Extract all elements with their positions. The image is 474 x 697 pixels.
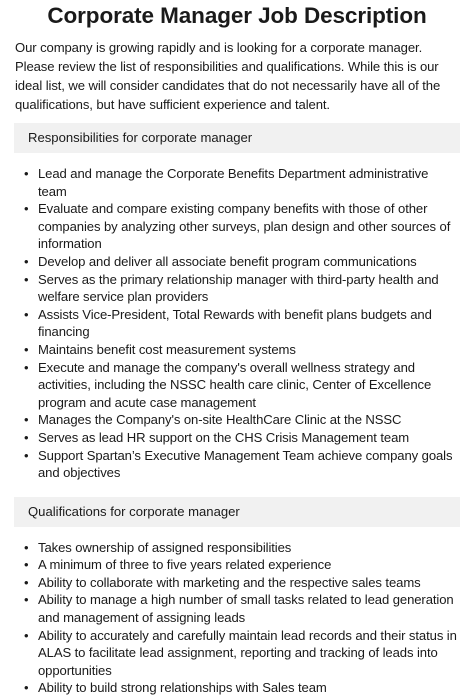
responsibility-text: Execute and manage the company's overall wellness strategy and activities, including the NSSC health care clinic, Center of Excellence program and acute case management [38,359,432,410]
bullet-icon: • [24,592,29,608]
list-item [24,627,460,680]
responsibility-text: Serves as lead HR support on the CHS Crisis Management team [38,429,410,445]
responsibility-text: Support Spartan’s Executive Management Team achieve company goals and objectives [38,447,453,481]
bullet-icon: • [24,271,29,287]
qualification-text: Ability to manage a high number of small tasks related to lead generation and management of assigning leads [38,592,454,626]
responsibility-text: Develop and deliver all associate benefit program communications [38,253,417,269]
qualification-text: A minimum of three to five years related experience [38,557,332,573]
qualification-text: Takes ownership of assigned responsibilities [38,539,292,555]
responsibility-text: Lead and manage the Corporate Benefits Department administrative team [38,166,429,199]
bullet-icon: • [24,447,29,463]
responsibility-text: Serves as the primary relationship manager with third-party health and welfare service plan providers [38,271,439,305]
bullet-icon: • [24,429,29,445]
bullet-icon: • [24,412,29,428]
qualifications-list [14,539,460,697]
bullet-icon: • [24,574,29,590]
list-item [24,574,460,592]
list-item [24,429,460,447]
list-item [24,679,460,697]
bullet-icon: • [24,557,29,573]
list-item [24,200,460,253]
bullet-icon: • [24,341,29,357]
responsibility-text: Assists Vice-President, Total Rewards with benefit plans budgets and financing [38,306,432,340]
responsibilities-list [14,165,460,482]
responsibilities-heading: Responsibilities for corporate manager [14,123,460,153]
bullet-icon: • [24,539,29,555]
bullet-icon: • [24,306,29,322]
list-item [24,306,460,341]
bullet-icon: • [24,627,29,643]
qualification-text: Ability to build strong relationships with Sales team [38,680,327,696]
list-item [24,591,460,626]
list-item [24,341,460,359]
qualifications-heading: Qualifications for corporate manager [14,497,460,527]
page-title: Corporate Manager Job Description [47,3,427,28]
responsibility-text: Manages the Company's on-site HealthCare Clinic at the NSSC [38,412,402,428]
list-item [24,447,460,482]
bullet-icon: • [24,253,29,269]
qualification-text: Ability to accurately and carefully maintain lead records and their status in ALAS to facilitate lead assignment, reporting and tracking of leads into opportunities [38,627,457,678]
intro-paragraph: Our company is growing rapidly and is looking for a corporate manager. Please review the list of responsibilities and qualifications. While this is our ideal list, we will consider candidates that do not necessarily have all of the qualifications, but have sufficient experience and talent. [15,40,441,112]
list-item [24,556,460,574]
list-item [24,253,460,271]
list-item [24,411,460,429]
list-item [24,165,460,200]
bullet-icon: • [24,201,29,217]
bullet-icon: • [24,166,29,181]
list-item [24,359,460,412]
bullet-icon: • [24,359,29,375]
list-item [24,539,460,557]
bullet-icon: • [24,680,29,696]
qualification-text: Ability to collaborate with marketing and the respective sales teams [38,574,421,590]
responsibility-text: Maintains benefit cost measurement systems [38,341,296,357]
list-item [24,271,460,306]
responsibility-text: Evaluate and compare existing company benefits with those of other companies by analyzing other surveys, plan design and other sources of information [38,201,451,252]
